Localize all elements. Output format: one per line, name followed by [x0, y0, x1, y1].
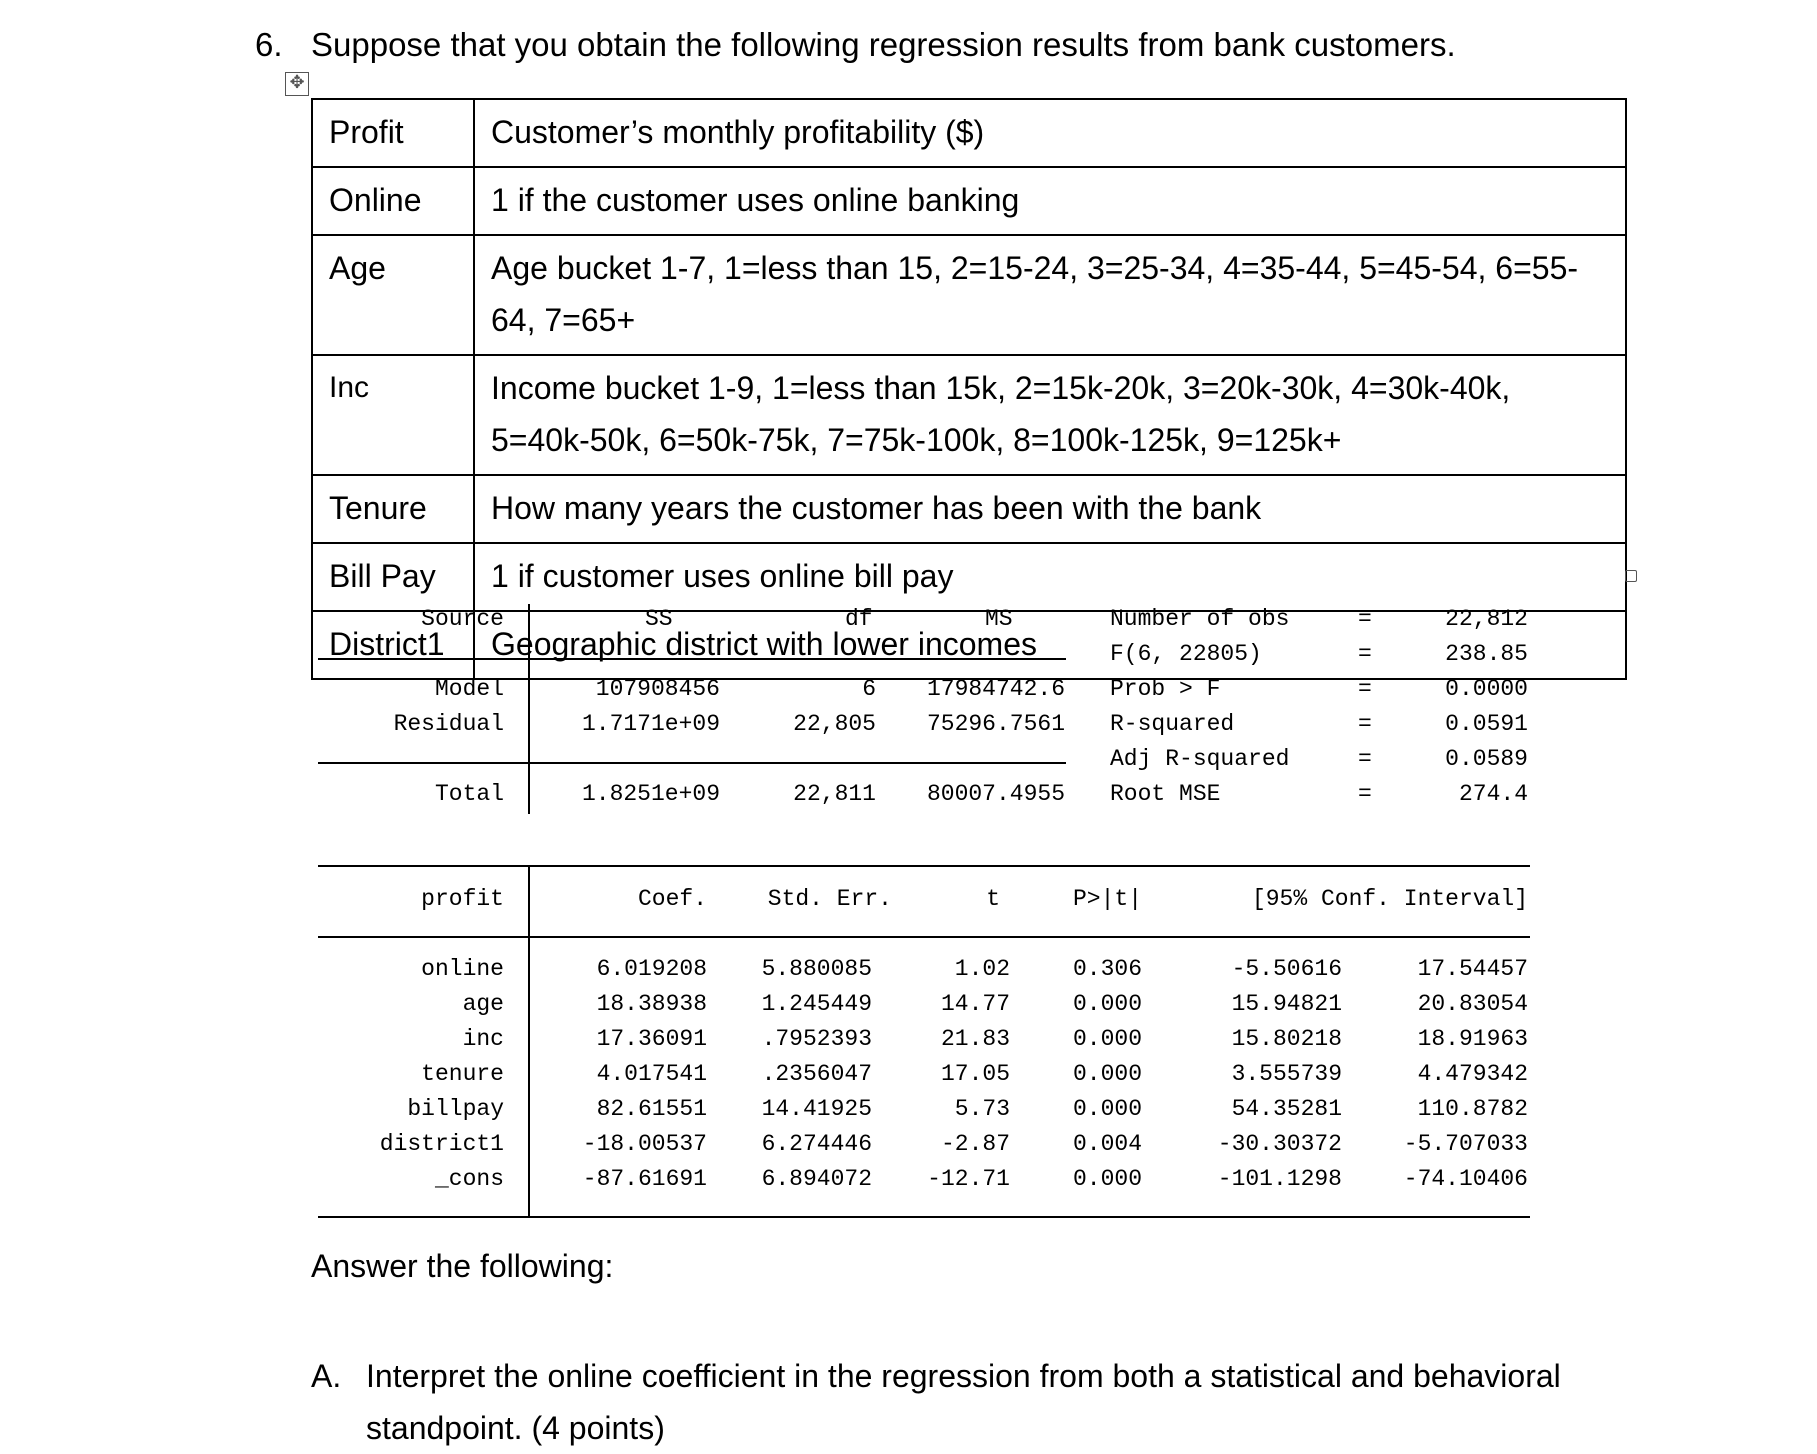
table-resize-handle[interactable]: [1625, 570, 1637, 582]
table-row: [312, 99, 1626, 167]
stat-value: 274.4: [1458, 781, 1528, 807]
coef-cell-p: 0.000: [1072, 1096, 1142, 1122]
question-part-a: [311, 1350, 1611, 1454]
coef-cell-lo: -101.1298: [1217, 1166, 1342, 1192]
coef-cell-coef: 17.36091: [596, 1026, 707, 1052]
stat-label: Number of obs: [1110, 606, 1290, 632]
coef-cell-coef: 18.38938: [596, 991, 707, 1017]
stat-value: 0.0000: [1445, 676, 1528, 702]
coef-cell-t: 14.77: [940, 991, 1010, 1017]
variable-description: Geographic district with lower incomes: [474, 611, 1626, 679]
stat-value: 238.85: [1445, 641, 1528, 667]
variable-description: Customer’s monthly profitability ($): [474, 99, 1626, 167]
coef-cell-p: 0.306: [1072, 956, 1142, 982]
stat-label: Adj R-squared: [1110, 746, 1290, 772]
coef-rule-mid: [318, 936, 1530, 938]
coef-cell-coef: -87.61691: [582, 1166, 707, 1192]
coef-cell-t: 1.02: [954, 956, 1010, 982]
coef-cell-t: -12.71: [927, 1166, 1010, 1192]
coef-cell-var: online: [421, 956, 504, 982]
answer-heading: Answer the following:: [311, 1248, 614, 1284]
coef-cell-se: 6.274446: [761, 1131, 872, 1157]
coef-cell-t: 21.83: [940, 1026, 1010, 1052]
coef-cell-var: district1: [379, 1131, 504, 1157]
coef-cell-se: 6.894072: [761, 1166, 872, 1192]
coef-cell-p: 0.000: [1072, 991, 1142, 1017]
variable-description: Income bucket 1-9, 1=less than 15k, 2=15k-20k, 3=20k-30k, 4=30k-40k, 5=40k-50k, 6=50k-75k, 7=75k-100k, 8=100k-125k, 9=125k+: [474, 355, 1626, 475]
coef-header-p: P>|t|: [1072, 886, 1142, 912]
anova-header-source: Source: [421, 606, 504, 632]
variable-description: How many years the customer has been with the bank: [474, 475, 1626, 543]
table-move-icon[interactable]: ✥: [285, 72, 309, 96]
stat-eq: =: [1358, 606, 1372, 632]
variable-name: Bill Pay: [312, 543, 474, 611]
anova-ss: 1.8251e+09: [581, 781, 720, 807]
variable-name: Tenure: [312, 475, 474, 543]
variable-name: Age: [312, 235, 474, 355]
coef-cell-hi: -74.10406: [1403, 1166, 1528, 1192]
anova-ss: 107908456: [595, 676, 720, 702]
stat-label: Root MSE: [1110, 781, 1221, 807]
variable-name: District1: [312, 611, 474, 679]
coef-cell-p: 0.000: [1072, 1026, 1142, 1052]
anova-source: Model: [434, 676, 504, 702]
coef-cell-lo: 3.555739: [1231, 1061, 1342, 1087]
coef-cell-coef: 82.61551: [596, 1096, 707, 1122]
coef-header-var: profit: [421, 886, 504, 912]
variable-definitions-table: [311, 98, 1627, 680]
coef-cell-t: 5.73: [954, 1096, 1010, 1122]
coef-cell-se: .2356047: [761, 1061, 872, 1087]
anova-rule: [318, 762, 1066, 764]
variable-description: 1 if the customer uses online banking: [474, 167, 1626, 235]
coef-cell-hi: 18.91963: [1417, 1026, 1528, 1052]
anova-source: Residual: [393, 711, 504, 737]
question-number: 6.: [255, 26, 283, 63]
coef-cell-se: 5.880085: [761, 956, 872, 982]
coef-cell-var: inc: [462, 1026, 504, 1052]
coef-cell-p: 0.000: [1072, 1061, 1142, 1087]
anova-df: 6: [862, 676, 876, 702]
table-row: [312, 235, 1626, 355]
stat-eq: =: [1358, 781, 1372, 807]
anova-ms: 75296.7561: [926, 711, 1065, 737]
stat-value: 22,812: [1445, 606, 1528, 632]
coef-cell-se: 14.41925: [761, 1096, 872, 1122]
coef-cell-hi: 110.8782: [1417, 1096, 1528, 1122]
coef-cell-lo: 15.80218: [1231, 1026, 1342, 1052]
coef-cell-var: _cons: [434, 1166, 504, 1192]
coef-cell-hi: -5.707033: [1403, 1131, 1528, 1157]
coef-cell-lo: -5.50616: [1231, 956, 1342, 982]
coef-cell-var: tenure: [421, 1061, 504, 1087]
stat-eq: =: [1358, 641, 1372, 667]
question-text: Suppose that you obtain the following regression results from bank customers.: [311, 26, 1456, 63]
coef-cell-se: 1.245449: [761, 991, 872, 1017]
coef-header-ci: [95% Conf. Interval]: [1251, 886, 1528, 912]
coef-cell-coef: -18.00537: [582, 1131, 707, 1157]
anova-source: Total: [434, 781, 504, 807]
coef-cell-se: .7952393: [761, 1026, 872, 1052]
coef-cell-coef: 4.017541: [596, 1061, 707, 1087]
anova-header-ss: SS: [645, 606, 673, 632]
variable-name: Online: [312, 167, 474, 235]
coef-rule-bottom: [318, 1216, 1530, 1218]
coef-cell-var: billpay: [407, 1096, 504, 1122]
coef-cell-coef: 6.019208: [596, 956, 707, 982]
stat-value: 0.0589: [1445, 746, 1528, 772]
coef-cell-lo: 54.35281: [1231, 1096, 1342, 1122]
anova-ms: 80007.4955: [926, 781, 1065, 807]
variable-name: Profit: [312, 99, 474, 167]
table-row: [312, 611, 1626, 679]
stat-value: 0.0591: [1445, 711, 1528, 737]
coef-divider: [528, 866, 530, 1216]
coef-header-se: Std. Err.: [767, 886, 892, 912]
stat-label: Prob > F: [1110, 676, 1221, 702]
coef-cell-lo: -30.30372: [1217, 1131, 1342, 1157]
variable-description: 1 if customer uses online bill pay: [474, 543, 1626, 611]
coef-cell-t: -2.87: [940, 1131, 1010, 1157]
coef-cell-var: age: [462, 991, 504, 1017]
stat-eq: =: [1358, 676, 1372, 702]
anova-header-ms: MS: [985, 606, 1013, 632]
coef-cell-t: 17.05: [940, 1061, 1010, 1087]
stat-eq: =: [1358, 711, 1372, 737]
stat-label: F(6, 22805): [1110, 641, 1262, 667]
coef-cell-p: 0.000: [1072, 1166, 1142, 1192]
table-row: [312, 167, 1626, 235]
stat-label: R-squared: [1110, 711, 1235, 737]
coef-cell-p: 0.004: [1072, 1131, 1142, 1157]
part-a-label: A.: [311, 1358, 342, 1394]
coef-rule-top: [318, 865, 1530, 867]
variable-description: Age bucket 1-7, 1=less than 15, 2=15-24, 3=25-34, 4=35-44, 5=45-54, 6=55-64, 7=65+: [474, 235, 1626, 355]
coef-cell-lo: 15.94821: [1231, 991, 1342, 1017]
coef-header-coef: Coef.: [637, 886, 707, 912]
coef-cell-hi: 17.54457: [1417, 956, 1528, 982]
anova-ms: 17984742.6: [926, 676, 1065, 702]
table-row: [312, 355, 1626, 475]
part-a-text: Interpret the online coefficient in the regression from both a statistical and behavioral standpoint. (4 points): [366, 1358, 1561, 1446]
stat-eq: =: [1358, 746, 1372, 772]
anova-header-df: df: [845, 606, 873, 632]
anova-ss: 1.7171e+09: [581, 711, 720, 737]
table-row: [312, 543, 1626, 611]
table-row: [312, 475, 1626, 543]
variable-name: Inc: [312, 355, 474, 475]
question-heading: [255, 26, 1456, 64]
coef-cell-hi: 20.83054: [1417, 991, 1528, 1017]
anova-df: 22,811: [793, 781, 876, 807]
coef-header-t: t: [986, 886, 1000, 912]
coef-cell-hi: 4.479342: [1417, 1061, 1528, 1087]
anova-df: 22,805: [793, 711, 876, 737]
